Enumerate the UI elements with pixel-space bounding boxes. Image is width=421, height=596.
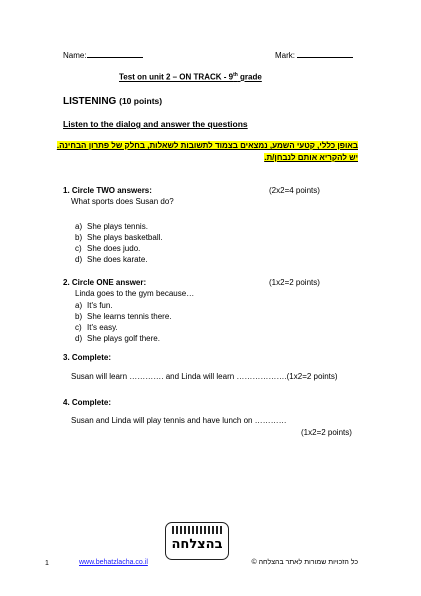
q4-label: 4. Complete: <box>63 398 112 407</box>
q1-option-a[interactable]: a) She plays tennis. <box>75 222 148 231</box>
copyright-notice: כל הזכויות שמורות לאתר בהצלחה © <box>251 559 358 566</box>
q2-option-b[interactable]: b) She learns tennis there. <box>75 312 172 321</box>
q4-points: (1x2=2 points) <box>301 428 352 437</box>
name-label: Name: <box>63 51 87 60</box>
page-title: Test on unit 2 – ON TRACK - 9th grade <box>119 72 262 82</box>
q1-options <box>75 221 163 265</box>
name-field <box>63 49 143 60</box>
mark-field <box>275 49 353 60</box>
section-instruction: Listen to the dialog and answer the questions <box>63 119 248 129</box>
logo-stripes-icon <box>172 526 222 534</box>
behatzlacha-logo <box>165 522 229 560</box>
q1-option-c[interactable]: c) She does judo. <box>75 244 141 253</box>
q2-option-d[interactable]: d) She plays golf there. <box>75 334 160 343</box>
section-title: LISTENING <box>63 96 117 107</box>
q1-label: 1. Circle TWO answers: <box>63 186 152 195</box>
name-blank[interactable] <box>87 49 143 58</box>
hebrew-note <box>58 140 358 164</box>
q2-points: (1x2=2 points) <box>269 278 320 287</box>
hebrew-note-line1: באופן כללי, קטעי השמע, נמצאים בצמוד לתשובות לשאלות, בחלק של פתרון הבחינה. <box>56 141 358 150</box>
mark-blank[interactable] <box>297 49 353 58</box>
q4-sentence[interactable]: Susan and Linda will play tennis and have lunch on ………… <box>71 416 287 425</box>
hebrew-note-line2: יש להקריא אותם לנבחן/ת. <box>264 153 358 162</box>
q2-label: 2. Circle ONE answer: <box>63 278 147 287</box>
q1-question: What sports does Susan do? <box>71 197 174 206</box>
section-points: (10 points) <box>119 96 163 106</box>
mark-label: Mark: <box>275 51 295 60</box>
q1-option-d[interactable]: d) She does karate. <box>75 255 148 264</box>
q2-options <box>75 300 172 344</box>
page-number: 1 <box>45 560 49 567</box>
q1-points: (2x2=4 points) <box>269 186 320 195</box>
q3-sentence[interactable]: Susan will learn …………. and Linda will learn ……………….(1x2=2 points) <box>71 372 338 381</box>
q2-question: Linda goes to the gym because… <box>75 289 195 298</box>
logo-text: בהצלחה <box>171 537 223 552</box>
q1-option-b[interactable]: b) She plays basketball. <box>75 233 163 242</box>
q2-option-a[interactable]: a) It's fun. <box>75 301 113 310</box>
section-heading <box>63 96 162 107</box>
website-link[interactable]: www.behatzlacha.co.il <box>79 559 148 566</box>
q3-label: 3. Complete: <box>63 353 112 362</box>
q2-option-c[interactable]: c) It's easy. <box>75 323 118 332</box>
